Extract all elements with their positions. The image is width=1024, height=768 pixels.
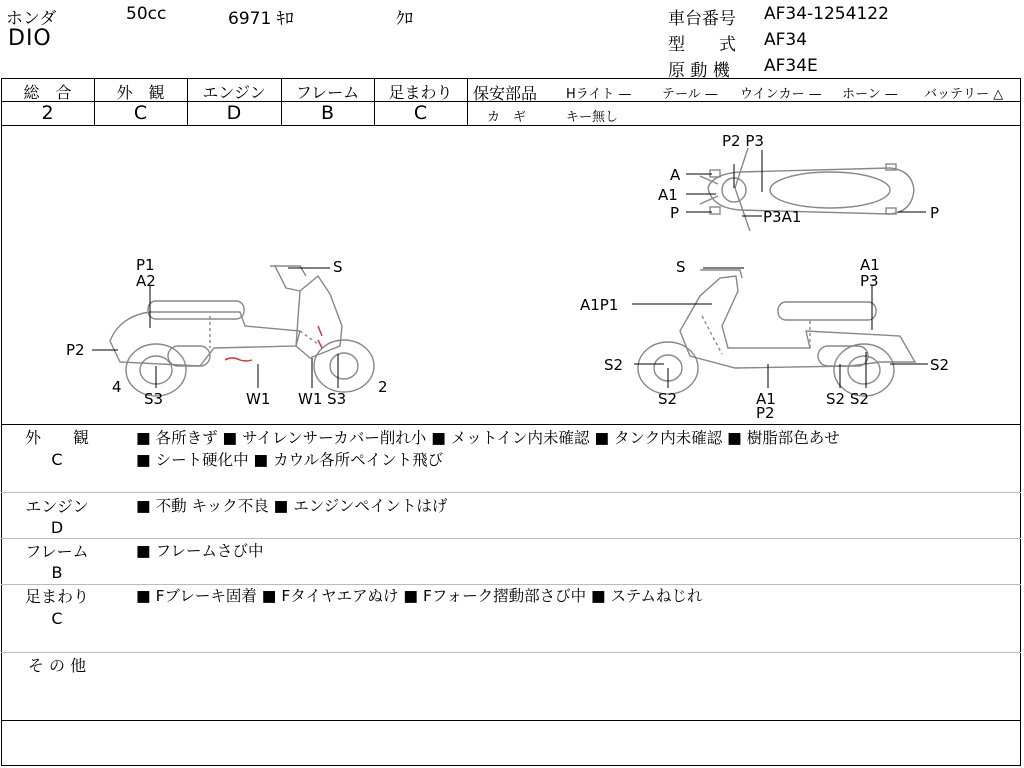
safety-taillight: テール —: [662, 87, 718, 102]
section-engine-grade: D: [50, 518, 64, 537]
top-view-scooter: [700, 148, 914, 231]
label-right-s2-front: S2: [604, 356, 624, 374]
section-other-label: そ の 他: [27, 656, 87, 675]
section-separator: [1, 492, 1021, 493]
safety-headlight: Hライト —: [566, 87, 632, 102]
grade-value-suspension: C: [413, 102, 428, 124]
label-left-p1: P1: [136, 256, 155, 274]
label-right-p2-bottom: P2: [756, 404, 775, 422]
label-left-w1s3: W1 S3: [298, 390, 347, 408]
section-engine-line1: ■ 不動 キック不良 ■ エンジンペイントはげ: [136, 497, 448, 515]
displacement: 50cc: [126, 4, 167, 24]
grade-value-engine: D: [226, 102, 242, 124]
engine-label: 原 動 機: [668, 61, 730, 81]
label-top-p: P: [670, 204, 680, 222]
label-right-a1-bottom: A1: [756, 390, 776, 408]
damage-mark: [225, 358, 252, 361]
diagram-labels: [66, 132, 949, 422]
label-right-p3: P3: [860, 272, 879, 290]
grade-value-frame: B: [320, 102, 335, 124]
grade-value-overall: 2: [41, 102, 54, 124]
grade-col-line: [467, 78, 468, 125]
engine-value: AF34E: [764, 56, 818, 76]
section-suspension-line1: ■ Fブレーキ固着 ■ Fタイヤエアぬけ ■ Fフォーク摺動部さび中 ■ ステムねじれ: [136, 587, 703, 605]
label-right-s: S: [676, 258, 686, 276]
bottom-divider: [1, 720, 1021, 721]
section-suspension-label: 足まわり: [24, 587, 89, 606]
label-left-s: S: [333, 258, 343, 276]
safety-battery: バッテリー △: [924, 87, 1004, 102]
frame-no-value: AF34-1254122: [764, 4, 889, 24]
label-left-p2: P2: [66, 341, 85, 359]
grade-label-exterior: 外 観: [116, 83, 165, 102]
label-top-p-rear: P: [930, 204, 940, 222]
section-exterior-label: 外 観: [24, 428, 89, 447]
label-right-s2-wheel: S2: [658, 390, 678, 408]
leader-lines: [92, 150, 928, 388]
label-right-s2s2: S2 S2: [826, 390, 869, 408]
section-frame-grade: B: [51, 563, 63, 582]
label-top-a: A: [670, 166, 681, 184]
section-separator: [1, 538, 1021, 539]
maker-name: ホンダ: [6, 9, 57, 29]
section-frame-label: フレーム: [25, 542, 89, 561]
section-engine-label: エンジン: [25, 497, 89, 516]
grade-label-suspension: 足まわり: [388, 83, 453, 102]
grade-label-engine: エンジン: [202, 83, 266, 102]
section-frame-line1: ■ フレームさび中: [136, 542, 264, 560]
type-value: AF34: [764, 30, 808, 50]
diagram-bottom-line: [1, 424, 1021, 425]
label-left-a2: A2: [136, 272, 156, 290]
label-left-s3: S3: [144, 390, 164, 408]
label-right-a1: A1: [860, 256, 880, 274]
label-left-4: 4: [112, 378, 122, 396]
section-exterior-grade: C: [51, 450, 63, 469]
label-left-2: 2: [378, 378, 388, 396]
section-exterior-line1: ■ 各所きず ■ サイレンサーカバー削れ小 ■ メットイン内未確認 ■ タンク内未確認 ■ 樹脂部色あせ: [136, 429, 840, 447]
grade-value-exterior: C: [133, 102, 148, 124]
safety-winker: ウインカー —: [740, 87, 822, 102]
model-name: DIO: [8, 26, 52, 51]
damage-diagram: [0, 126, 1024, 424]
section-exterior-line2: ■ シート硬化中 ■ カウル各所ペイント飛び: [136, 451, 444, 469]
damage-mark: [318, 326, 322, 348]
type-label: 型 式: [668, 35, 736, 55]
label-top-a1: A1: [658, 186, 678, 204]
grade-label-frame: フレーム: [295, 83, 360, 102]
key-label: カ ギ: [487, 110, 527, 125]
frame-no-label: 車台番号: [668, 9, 736, 29]
safety-horn: ホーン —: [842, 87, 898, 102]
label-right-s2-rear: S2: [930, 356, 950, 374]
key-value: キー無し: [566, 110, 619, 125]
label-left-w1: W1: [246, 390, 271, 408]
color: ｸﾛ: [396, 9, 413, 29]
label-top-p3a1: P3A1: [763, 208, 802, 226]
safety-label: 保安部品: [473, 84, 538, 103]
label-right-a1p1: A1P1: [580, 296, 619, 314]
grade-label-overall: 総 合: [23, 83, 72, 102]
mileage: 6971 ｷﾛ: [228, 9, 294, 29]
section-separator: [1, 652, 1021, 653]
label-top-p2p3: P2 P3: [722, 132, 764, 150]
section-suspension-grade: C: [51, 609, 63, 628]
